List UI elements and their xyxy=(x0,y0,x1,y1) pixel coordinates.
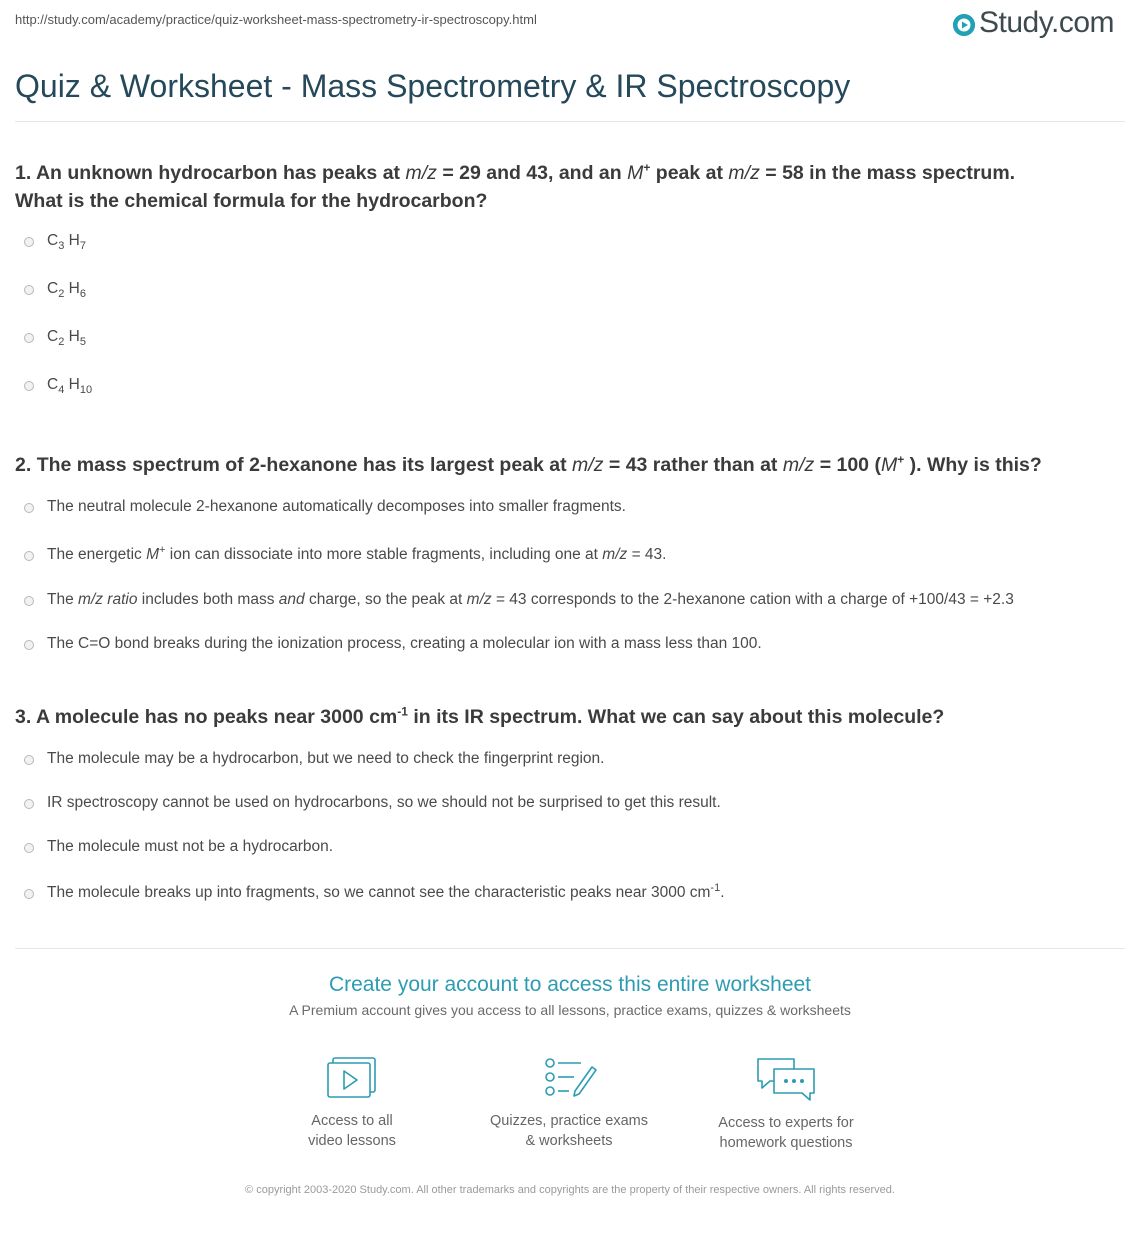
page-url: http://study.com/academy/practice/quiz-worksheet-mass-spectrometry-ir-spectroscopy.html xyxy=(15,12,537,27)
feature-label-line: Quizzes, practice exams xyxy=(490,1113,648,1129)
answer-option[interactable]: The energetic M+ ion can dissociate into more stable fragments, including one at m/z = 43. xyxy=(15,546,1120,591)
feature-label-line: Access to all xyxy=(311,1113,393,1129)
answer-option[interactable]: $C_3$ $H_7$ xyxy=(15,232,1120,280)
radio-button[interactable] xyxy=(24,596,34,606)
create-account-link[interactable]: Create your account to access this entire worksheet xyxy=(328,973,812,996)
feature-label-line: Access to experts for xyxy=(718,1115,854,1131)
play-circle-icon xyxy=(953,14,975,36)
answer-option[interactable]: $C_2$ $H_5$ xyxy=(15,328,1120,376)
radio-button[interactable] xyxy=(24,889,34,899)
radio-button[interactable] xyxy=(24,843,34,853)
logo-text: Study.com xyxy=(979,6,1114,39)
radio-button[interactable] xyxy=(24,799,34,809)
answer-option[interactable]: The m/z ratio includes both mass and charge, so the peak at m/z = 43 corresponds to the 2-hexanone cation with a charge of +100/43 = +2.3 xyxy=(15,591,1120,635)
radio-button[interactable] xyxy=(24,503,34,513)
radio-button[interactable] xyxy=(24,237,34,247)
radio-button[interactable] xyxy=(24,551,34,561)
radio-button[interactable] xyxy=(24,333,34,343)
question-1-text: 1. An unknown hydrocarbon has peaks at m/z = 29 and 43, and an M+ peak at m/z = 58 in the mass spectrum. What is the chemical formula for the hydrocarbon? xyxy=(15,160,1016,212)
chat-bubbles-icon xyxy=(754,1055,818,1103)
question-3 xyxy=(15,703,1120,914)
feature-video-lessons xyxy=(252,1055,452,1151)
answer-option[interactable]: The neutral molecule 2-hexanone automatically decomposes into smaller fragments. xyxy=(15,498,1120,546)
radio-button[interactable] xyxy=(24,755,34,765)
premium-description: A Premium account gives you access to all lessons, practice exams, quizzes & worksheets xyxy=(289,1002,851,1018)
question-1 xyxy=(15,159,1120,406)
radio-button[interactable] xyxy=(24,640,34,650)
radio-button[interactable] xyxy=(24,381,34,391)
section-divider xyxy=(15,948,1125,949)
feature-label-line: video lessons xyxy=(308,1133,396,1149)
feature-experts xyxy=(686,1055,886,1153)
question-3-text: 3. A molecule has no peaks near 3000 $cm^{-1}$ in its IR spectrum. What we can say about this molecule? xyxy=(15,704,945,728)
answer-option[interactable]: IR spectroscopy cannot be used on hydrocarbons, so we should not be surprised to get this result. xyxy=(15,794,1120,838)
study-logo[interactable] xyxy=(953,6,1114,40)
question-2-text: 2. The mass spectrum of 2-hexanone has its largest peak at m/z = 43 rather than at m/z = 100 (M+ ). Why is this? xyxy=(15,452,1042,476)
answer-option[interactable]: The molecule may be a hydrocarbon, but we need to check the fingerprint region. xyxy=(15,750,1120,794)
copyright-notice: © copyright 2003-2020 Study.com. All other trademarks and copyrights are the property of their respective owners. All rights reserved. xyxy=(245,1184,895,1196)
quiz-checklist-icon xyxy=(541,1055,597,1101)
title-divider xyxy=(15,121,1125,122)
feature-label-line: & worksheets xyxy=(525,1133,613,1149)
answer-option[interactable]: $C_2$ $H_6$ xyxy=(15,280,1120,328)
answer-option[interactable]: The C=O bond breaks during the ionization process, creating a molecular ion with a mass less than 100. xyxy=(15,635,1120,665)
answer-option[interactable]: The molecule breaks up into fragments, so we cannot see the characteristic peaks near 3000 $cm^{-1}$. xyxy=(15,884,1120,914)
video-lessons-icon xyxy=(324,1055,380,1101)
answer-option[interactable]: $C_4$ $H_{10}$ xyxy=(15,376,1120,406)
answer-option[interactable]: The molecule must not be a hydrocarbon. xyxy=(15,838,1120,884)
feature-label-line: homework questions xyxy=(719,1135,853,1151)
question-2 xyxy=(15,451,1120,665)
page-title: Quiz & Worksheet - Mass Spectrometry & IR Spectroscopy xyxy=(15,68,851,104)
radio-button[interactable] xyxy=(24,285,34,295)
feature-quizzes xyxy=(469,1055,669,1151)
